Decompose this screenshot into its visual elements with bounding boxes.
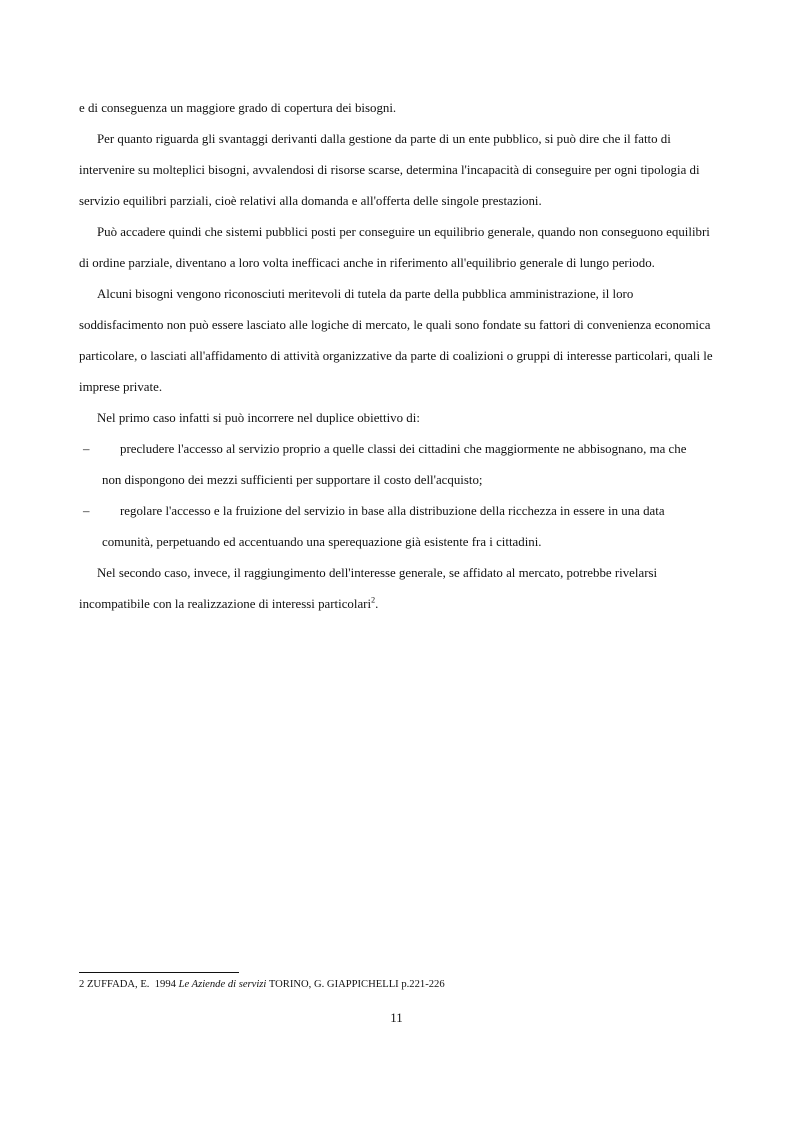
footnote-author: ZUFFADA, E. (86, 979, 150, 990)
list-dash: – (83, 504, 90, 518)
paragraph-secondo-caso (79, 558, 715, 620)
paragraph-continuation: e di conseguenza un maggiore grado di copertura dei bisogni. (79, 101, 397, 115)
paragraph-svantaggi: Per quanto riguarda gli svantaggi derivanti dalla gestione da parte di un ente pubblico, si può dire che il fatto di intervenire su molteplici bisogni, avvalendosi di risorse scarse, determina l'incapacità di conseguire per ogni tipologia di servizio equilibri parziali, cioè relativi alla domanda e all'offerta delle singole prestazioni. (79, 132, 700, 208)
closing-text: Nel secondo caso, invece, il raggiungimento dell'interesse generale, se affidato al mercato, potrebbe rivelarsi incompatibile con la realizzazione di interessi particolari (79, 566, 658, 611)
footnote (79, 978, 445, 992)
footnote-separator (79, 972, 239, 973)
footnote-publisher: TORINO, G. GIAPPICHELLI p.221-226 (268, 979, 445, 990)
footnote-title: Le Aziende di servizi (178, 979, 267, 990)
list-item (79, 434, 715, 496)
list-item-line: precludere l'accesso al servizio proprio a quelle classi dei cittadini che maggiormente ne abbisognano, ma che (120, 442, 687, 456)
footnote-number: 2 (79, 979, 85, 990)
list-item (79, 496, 715, 558)
footnote-year: 1994 (154, 979, 176, 990)
paragraph-primo-caso: Nel primo caso infatti si può incorrere nel duplice obiettivo di: (97, 411, 420, 425)
list-item-line: regolare l'accesso e la fruizione del servizio in base alla distribuzione della ricchezza in essere in una data (120, 504, 665, 518)
list-dash: – (83, 442, 90, 456)
list-item-line: non dispongono dei mezzi sufficienti per supportare il costo dell'acquisto; (102, 473, 483, 487)
page-number: 11 (390, 1011, 403, 1025)
list-item-line: comunità, perpetuando ed accentuando una sperequazione già esistente fra i cittadini. (102, 535, 542, 549)
paragraph-bisogni-meritevoli: Alcuni bisogni vengono riconosciuti meritevoli di tutela da parte della pubblica amministrazione, il loro soddisfacimento non può essere lasciato alle logiche di mercato, le quali sono fondate su fattori di convenienza economica particolare, o lasciati all'affidamento di attività organizzative da parte di coalizioni o gruppi di interesse particolari, quali le imprese private. (79, 287, 713, 394)
body-text (79, 93, 715, 620)
closing-period: . (375, 597, 379, 611)
paragraph-equilibrio: Può accadere quindi che sistemi pubblici posti per conseguire un equilibrio generale, quando non conseguono equilibri di ordine parziale, diventano a loro volta inefficaci anche in riferimento all'equilibrio generale di lungo periodo. (79, 225, 710, 270)
footnote-reference[interactable]: 2 (371, 595, 376, 605)
